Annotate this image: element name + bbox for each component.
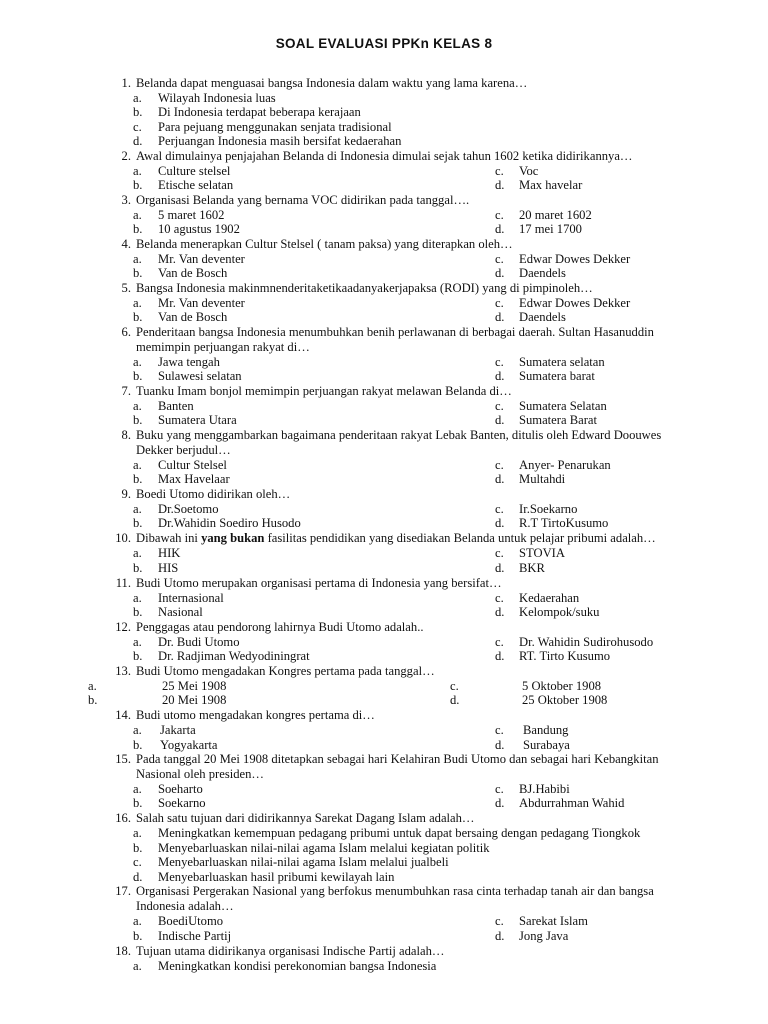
option-a: Culture stelsel: [158, 164, 231, 178]
option-b: Soekarno: [158, 796, 206, 810]
question-text: Budi Utomo mengadakan Kongres pertama pada tanggal…: [136, 664, 435, 678]
question-text: [136, 531, 656, 546]
option-letter: c.: [495, 458, 504, 472]
question-text: Budi utomo mengadakan kongres pertama di…: [136, 708, 375, 722]
option-d: Daendels: [519, 310, 566, 324]
option-d: Daendels: [519, 266, 566, 280]
option-letter: a.: [133, 959, 142, 973]
option-c: Menyebarluaskan nilai-nilai agama Islam melalui jualbeli: [158, 855, 449, 869]
option-d: Sumatera Barat: [519, 413, 597, 427]
option-c: 5 Oktober 1908: [522, 679, 602, 693]
option-letter: a.: [133, 458, 142, 472]
option-letter: a.: [133, 782, 142, 796]
question-text: Organisasi Pergerakan Nasional yang berfokus menumbuhkan rasa cinta terhadap tanah air dan bangsa: [136, 884, 654, 898]
option-a: Cultur Stelsel: [158, 458, 227, 472]
option-letter: c.: [495, 399, 504, 413]
option-c: Voc: [519, 164, 539, 178]
option-c: Ir.Soekarno: [519, 502, 578, 516]
option-a: Dr.Soetomo: [158, 502, 219, 516]
question-text: Organisasi Belanda yang bernama VOC didirikan pada tanggal….: [136, 193, 470, 207]
option-letter: b.: [133, 649, 143, 663]
option-a: BoediUtomo: [158, 914, 224, 928]
question-text: Buku yang menggambarkan bagaimana penderitaan rakyat Lebak Banten, ditulis oleh Edward Doouwes: [136, 428, 662, 442]
option-letter: d.: [133, 134, 143, 148]
option-letter: d.: [495, 266, 505, 280]
option-b: Nasional: [158, 605, 203, 619]
question-number: 14.: [115, 708, 131, 722]
option-b: Etische selatan: [158, 178, 234, 192]
option-a: Wilayah Indonesia luas: [158, 91, 276, 105]
emphasis-text: yang bukan: [201, 531, 265, 545]
question-text: Belanda dapat menguasai bangsa Indonesia dalam waktu yang lama karena…: [136, 76, 528, 90]
question-text: Pada tanggal 20 Mei 1908 ditetapkan sebagai hari Kelahiran Budi Utomo dan sebagai hari Kebangkitan: [136, 752, 659, 766]
option-letter: d.: [133, 870, 143, 884]
option-letter: d.: [495, 738, 505, 752]
option-letter: c.: [495, 208, 504, 222]
option-letter: b.: [133, 310, 143, 324]
option-d: Perjuangan Indonesia masih bersifat kedaerahan: [158, 134, 402, 148]
option-b: Di Indonesia terdapat beberapa kerajaan: [158, 105, 361, 119]
question-text: Salah satu tujuan dari didirikannya Sarekat Dagang Islam adalah…: [136, 811, 475, 825]
question-text: Dekker berjudul…: [136, 443, 231, 457]
question-text: Budi Utomo merupakan organisasi pertama di Indonesia yang bersifat…: [136, 576, 502, 590]
option-letter: a.: [88, 679, 97, 693]
option-c: Anyer- Penarukan: [519, 458, 611, 472]
question-number: 15.: [115, 752, 131, 766]
option-letter: d.: [495, 310, 505, 324]
option-letter: c.: [495, 355, 504, 369]
option-d: Multahdi: [519, 472, 566, 486]
option-letter: a.: [133, 208, 142, 222]
option-a: HIK: [158, 546, 181, 560]
option-b: Indische Partij: [158, 929, 232, 943]
question-text-part: fasilitas pendidikan yang disediakan Belanda untuk pelajar pribumi adalah…: [264, 531, 656, 545]
option-b: Van de Bosch: [158, 310, 228, 324]
option-letter: b.: [133, 222, 143, 236]
question-number: 4.: [121, 237, 131, 251]
option-letter: b.: [88, 693, 98, 707]
option-letter: d.: [495, 516, 505, 530]
option-letter: a.: [133, 296, 142, 310]
option-letter: c.: [495, 164, 504, 178]
question-text: Penggagas atau pendorong lahirnya Budi Utomo adalah..: [136, 620, 424, 634]
option-letter: c.: [495, 914, 504, 928]
option-c: Sumatera Selatan: [519, 399, 607, 413]
option-a: Jawa tengah: [158, 355, 220, 369]
option-d: Abdurrahman Wahid: [519, 796, 625, 810]
option-a: Mr. Van deventer: [158, 296, 245, 310]
option-b: Sumatera Utara: [158, 413, 237, 427]
question-number: 12.: [115, 620, 131, 634]
question-number: 5.: [121, 281, 131, 295]
option-letter: a.: [133, 252, 142, 266]
option-c: Sarekat Islam: [519, 914, 588, 928]
option-b: Dr.Wahidin Soediro Husodo: [158, 516, 301, 530]
question-text: Awal dimulainya penjajahan Belanda di Indonesia dimulai sejak tahun 1602 ketika didirikannya…: [136, 149, 633, 163]
question-text: Penderitaan bangsa Indonesia menumbuhkan benih perlawanan di berbagai daerah. Sultan Hasanuddin: [136, 325, 654, 339]
option-c: Sumatera selatan: [519, 355, 605, 369]
option-letter: b.: [133, 516, 143, 530]
question-number: 2.: [121, 149, 131, 163]
question-number: 1.: [121, 76, 131, 90]
option-letter: d.: [495, 369, 505, 383]
question-text: Nasional oleh presiden…: [136, 767, 265, 781]
option-letter: b.: [133, 178, 143, 192]
question-number: 8.: [121, 428, 131, 442]
option-letter: c.: [450, 679, 459, 693]
question-text: Tuanku Imam bonjol memimpin perjuangan rakyat melawan Belanda di…: [136, 384, 512, 398]
option-d: Menyebarluaskan hasil pribumi kewilayah lain: [158, 870, 395, 884]
option-letter: b.: [133, 105, 143, 119]
option-letter: c.: [495, 591, 504, 605]
option-b: 10 agustus 1902: [158, 222, 240, 236]
option-letter: c.: [495, 546, 504, 560]
question-number: 16.: [115, 811, 131, 825]
option-letter: a.: [133, 546, 142, 560]
option-letter: a.: [133, 355, 142, 369]
option-a: 5 maret 1602: [158, 208, 225, 222]
option-a: 25 Mei 1908: [162, 679, 227, 693]
option-letter: c.: [495, 635, 504, 649]
option-a: Dr. Budi Utomo: [158, 635, 240, 649]
option-c: Dr. Wahidin Sudirohusodo: [519, 635, 654, 649]
question-text-part: Dibawah ini: [136, 531, 202, 545]
option-letter: c.: [133, 120, 142, 134]
option-a: Banten: [158, 399, 194, 413]
option-b: Max Havelaar: [158, 472, 230, 486]
option-letter: b.: [133, 841, 143, 855]
option-letter: a.: [133, 723, 142, 737]
option-a: Meningkatkan kemempuan pedagang pribumi untuk dapat bersaing dengan pedagang Tiongkok: [158, 826, 641, 840]
option-letter: b.: [133, 738, 143, 752]
question-text: Boedi Utomo didirikan oleh…: [136, 487, 291, 501]
option-letter: c.: [133, 855, 142, 869]
option-letter: b.: [133, 266, 143, 280]
option-c: Edwar Dowes Dekker: [519, 252, 631, 266]
question-text: memimpin perjuangan rakyat di…: [136, 340, 310, 354]
question-number: 13.: [115, 664, 131, 678]
question-number: 17.: [115, 884, 131, 898]
question-number: 7.: [121, 384, 131, 398]
option-a: Mr. Van deventer: [158, 252, 245, 266]
option-letter: a.: [133, 164, 142, 178]
option-letter: b.: [133, 929, 143, 943]
question-text: Tujuan utama didirikanya organisasi Indische Partij adalah…: [136, 944, 445, 958]
option-d: Sumatera barat: [519, 369, 595, 383]
option-d: Surabaya: [523, 738, 570, 752]
option-d: Jong Java: [519, 929, 569, 943]
option-letter: b.: [133, 605, 143, 619]
option-d: Max havelar: [519, 178, 583, 192]
option-letter: c.: [495, 723, 504, 737]
option-letter: b.: [133, 472, 143, 486]
option-c: Edwar Dowes Dekker: [519, 296, 631, 310]
option-letter: c.: [495, 296, 504, 310]
option-b: Van de Bosch: [158, 266, 228, 280]
option-a: Jakarta: [160, 723, 196, 737]
option-a: Soeharto: [158, 782, 203, 796]
option-letter: c.: [495, 502, 504, 516]
question-number: 9.: [121, 487, 131, 501]
option-letter: d.: [495, 649, 505, 663]
option-letter: b.: [133, 413, 143, 427]
option-letter: d.: [495, 472, 505, 486]
option-c: BJ.Habibi: [519, 782, 570, 796]
option-letter: d.: [495, 222, 505, 236]
option-b: Sulawesi selatan: [158, 369, 242, 383]
option-d: BKR: [519, 561, 545, 575]
option-d: 17 mei 1700: [519, 222, 582, 236]
option-c: Para pejuang menggunakan senjata tradisional: [158, 120, 392, 134]
option-letter: b.: [133, 796, 143, 810]
option-c: STOVIA: [519, 546, 565, 560]
option-letter: d.: [495, 178, 505, 192]
option-letter: c.: [495, 252, 504, 266]
option-a: Meningkatkan kondisi perekonomian bangsa Indonesia: [158, 959, 437, 973]
option-d: R.T TirtoKusumo: [519, 516, 609, 530]
option-c: Kedaerahan: [519, 591, 580, 605]
option-letter: d.: [495, 929, 505, 943]
option-letter: a.: [133, 399, 142, 413]
question-text: Belanda menerapkan Cultur Stelsel ( tanam paksa) yang diterapkan oleh…: [136, 237, 513, 251]
option-letter: b.: [133, 369, 143, 383]
option-letter: b.: [133, 561, 143, 575]
question-number: 6.: [121, 325, 131, 339]
option-letter: c.: [495, 782, 504, 796]
option-b: Yogyakarta: [160, 738, 218, 752]
option-letter: d.: [495, 796, 505, 810]
option-letter: a.: [133, 502, 142, 516]
option-d: Kelompok/suku: [519, 605, 600, 619]
option-c: Bandung: [523, 723, 569, 737]
question-number: 18.: [115, 944, 131, 958]
option-b: 20 Mei 1908: [162, 693, 227, 707]
option-d: RT. Tirto Kusumo: [519, 649, 611, 663]
option-d: 25 Oktober 1908: [522, 693, 608, 707]
option-a: Internasional: [158, 591, 224, 605]
option-letter: a.: [133, 91, 142, 105]
option-letter: a.: [133, 914, 142, 928]
option-letter: a.: [133, 826, 142, 840]
option-b: Menyebarluaskan nilai-nilai agama Islam melalui kegiatan politik: [158, 841, 490, 855]
question-text: Bangsa Indonesia makinmnenderitaketikaadanyakerjapaksa (RODI) yang di pimpinoleh…: [136, 281, 593, 295]
question-text: Indonesia adalah…: [136, 899, 234, 913]
option-b: HIS: [158, 561, 179, 575]
option-letter: d.: [495, 413, 505, 427]
option-letter: a.: [133, 591, 142, 605]
question-number: 10.: [115, 531, 131, 545]
option-b: Dr. Radjiman Wedyodiningrat: [158, 649, 310, 663]
option-letter: d.: [495, 561, 505, 575]
option-letter: d.: [450, 693, 460, 707]
question-number: 3.: [121, 193, 131, 207]
option-letter: a.: [133, 635, 142, 649]
question-number: 11.: [115, 576, 131, 590]
option-c: 20 maret 1602: [519, 208, 592, 222]
document-title: SOAL EVALUASI PPKn KELAS 8: [275, 36, 493, 51]
option-letter: d.: [495, 605, 505, 619]
